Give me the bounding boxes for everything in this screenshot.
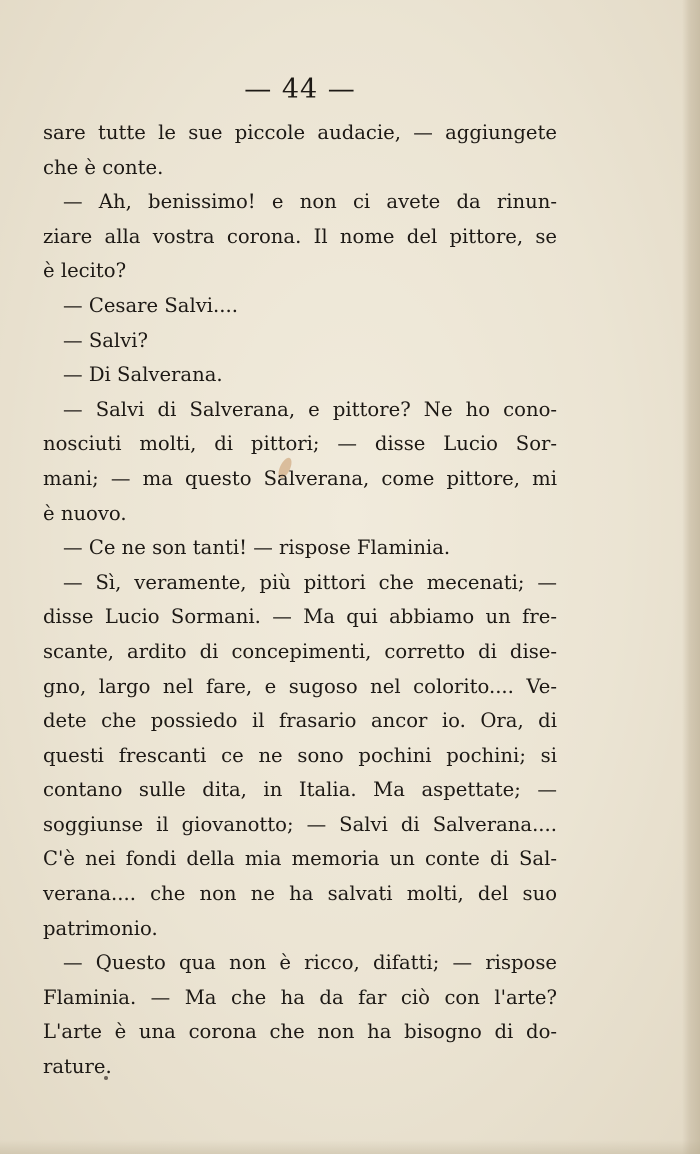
text-line: — Salvi di Salverana, e pittore? Ne ho cono- bbox=[63, 397, 557, 421]
text-line: — Ce ne son tanti! — rispose Flaminia. bbox=[63, 536, 451, 560]
text-line: sare tutte le sue piccole audacie, — aggiungete bbox=[43, 121, 557, 144]
text-line: ziare alla vostra corona. Il nome del pittore, se bbox=[43, 224, 557, 248]
text-line: scante, ardito di concepimenti, corretto di dise- bbox=[43, 639, 557, 663]
text-line: — Cesare Salvi.... bbox=[63, 293, 238, 317]
text-line: Flaminia. — Ma che ha da far ciò con l'arte? bbox=[43, 985, 557, 1009]
text-line: verana.... che non ne ha salvati molti, del suo bbox=[43, 882, 557, 906]
page-number: — 44 — bbox=[244, 74, 356, 105]
text-line: è lecito? bbox=[43, 259, 127, 283]
text-line: contano sulle dita, in Italia. Ma aspettate; — bbox=[43, 778, 557, 802]
text-line: questi frescanti ce ne sono pochini pochini; si bbox=[43, 743, 557, 767]
page-edge-shadow bbox=[682, 0, 700, 1154]
text-line: patrimonio. bbox=[43, 916, 158, 940]
text-line: disse Lucio Sormani. — Ma qui abbiamo un fre- bbox=[43, 605, 557, 629]
text-line: C'è nei fondi della mia memoria un conte di Sal- bbox=[43, 847, 557, 871]
text-line: — Ah, benissimo! e non ci avete da rinun- bbox=[63, 190, 557, 214]
text-line: — Di Salverana. bbox=[63, 363, 223, 387]
page-bottom-shadow bbox=[0, 1140, 700, 1154]
text-line: nosciuti molti, di pittori; — disse Lucio Sor- bbox=[43, 432, 557, 456]
text-line: — Sì, veramente, più pittori che mecenati; — bbox=[63, 570, 557, 594]
text-line: che è conte. bbox=[43, 155, 164, 179]
text-line: rature. bbox=[43, 1055, 112, 1079]
text-line: — Salvi? bbox=[63, 328, 149, 352]
text-line: — Questo qua non è ricco, difatti; — rispose bbox=[63, 951, 557, 975]
text-line: L'arte è una corona che non ha bisogno di do- bbox=[43, 1020, 557, 1044]
text-line: mani; — ma questo Salverana, come pittore, mi bbox=[43, 466, 557, 490]
text-line: dete che possiedo il frasario ancor io. Ora, di bbox=[43, 709, 557, 733]
body-text bbox=[43, 116, 557, 1085]
text-line: gno, largo nel fare, e sugoso nel colorito.... Ve- bbox=[43, 674, 557, 698]
text-line: soggiunse il giovanotto; — Salvi di Salverana.... bbox=[43, 812, 557, 836]
text-line: è nuovo. bbox=[43, 501, 127, 525]
